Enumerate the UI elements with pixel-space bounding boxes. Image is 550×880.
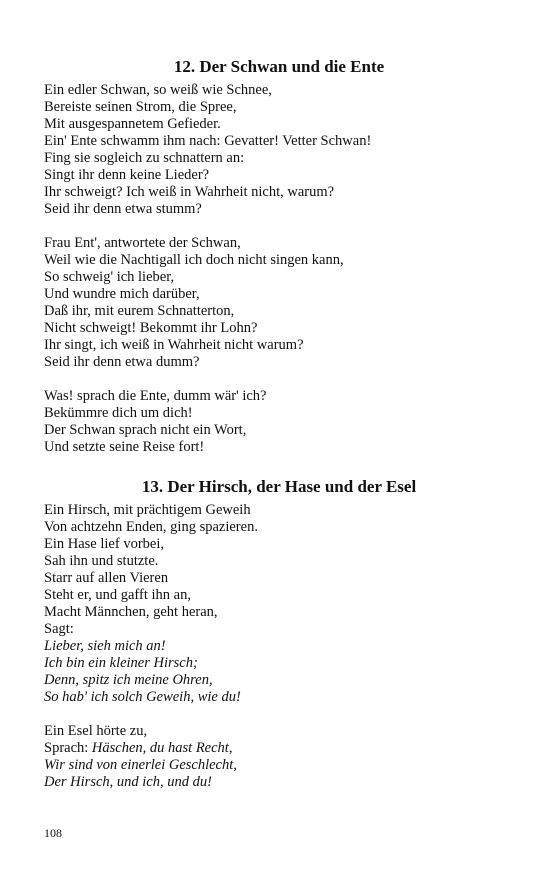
poem-line: Ein Hirsch, mit prächtigem Geweih bbox=[44, 502, 251, 518]
poem-line: Fing sie sogleich zu schnattern an: bbox=[44, 150, 245, 166]
poem-line: Starr auf allen Vieren bbox=[44, 570, 169, 586]
fable-13-stanza-2 bbox=[44, 723, 514, 791]
fable-13-stanza-1 bbox=[44, 502, 514, 706]
poem-line: Frau Ent', antwortete der Schwan, bbox=[44, 235, 241, 251]
poem-line-italic: Der Hirsch, und ich, und du! bbox=[44, 774, 212, 790]
page-number: 108 bbox=[44, 826, 62, 840]
poem-line: Nicht schweigt! Bekommt ihr Lohn? bbox=[44, 320, 258, 336]
poem-line: Bereiste seinen Strom, die Spree, bbox=[44, 99, 237, 115]
poem-line: Singt ihr denn keine Lieder? bbox=[44, 167, 210, 183]
poem-line: Sagt: bbox=[44, 621, 74, 637]
fable-12-stanza-2 bbox=[44, 235, 514, 371]
fable-12-title: 12. Der Schwan und die Ente bbox=[173, 57, 385, 76]
poem-line: Ihr schweigt? Ich weiß in Wahrheit nicht, warum? bbox=[44, 184, 335, 200]
poem-line: So schweig' ich lieber, bbox=[44, 269, 175, 285]
poem-line-italic: Denn, spitz ich meine Ohren, bbox=[44, 672, 213, 688]
fable-12-poem bbox=[44, 82, 514, 456]
poem-line: Der Schwan sprach nicht ein Wort, bbox=[44, 422, 247, 438]
page-content bbox=[44, 56, 514, 791]
poem-line: Und setzte seine Reise fort! bbox=[44, 439, 205, 455]
fable-12-stanza-1 bbox=[44, 82, 514, 218]
poem-line: Von achtzehn Enden, ging spazieren. bbox=[44, 519, 258, 535]
poem-line: Weil wie die Nachtigall ich doch nicht singen kann, bbox=[44, 252, 344, 268]
poem-line: Was! sprach die Ente, dumm wär' ich? bbox=[44, 388, 267, 404]
poem-line: Ihr singt, ich weiß in Wahrheit nicht warum? bbox=[44, 337, 304, 353]
poem-line-italic: Wir sind von einerlei Geschlecht, bbox=[44, 757, 237, 773]
poem-line: Seid ihr denn etwa stumm? bbox=[44, 201, 202, 217]
poem-line: Mit ausgespannetem Gefieder. bbox=[44, 116, 221, 132]
poem-line: Ein' Ente schwamm ihm nach: Gevatter! Vetter Schwan! bbox=[44, 133, 372, 149]
fable-12-stanza-3 bbox=[44, 388, 514, 456]
fable-13-title: 13. Der Hirsch, der Hase und der Esel bbox=[141, 477, 417, 496]
poem-line: Sah ihn und stutzte. bbox=[44, 553, 159, 569]
poem-line: Und wundre mich darüber, bbox=[44, 286, 200, 302]
poem-line: Bekümmre dich um dich! bbox=[44, 405, 193, 421]
poem-line-italic: So hab' ich solch Geweih, wie du! bbox=[44, 689, 241, 705]
poem-line: Seid ihr denn etwa dumm? bbox=[44, 354, 200, 370]
poem-line: Steht er, und gafft ihn an, bbox=[44, 587, 191, 603]
poem-line-italic: Lieber, sieh mich an! bbox=[44, 638, 166, 654]
poem-line: Macht Männchen, geht heran, bbox=[44, 604, 218, 620]
poem-line: Ein edler Schwan, so weiß wie Schnee, bbox=[44, 82, 272, 98]
fable-13-poem bbox=[44, 502, 514, 791]
poem-line-roman-part: Sprach: bbox=[44, 740, 92, 756]
poem-line-italic: Ich bin ein kleiner Hirsch; bbox=[44, 655, 198, 671]
poem-line: Daß ihr, mit eurem Schnatterton, bbox=[44, 303, 235, 319]
poem-line-italic-part: Häschen, du hast Recht, bbox=[91, 740, 233, 756]
poem-line: Ein Esel hörte zu, bbox=[44, 723, 148, 739]
poem-line: Ein Hase lief vorbei, bbox=[44, 536, 164, 552]
poem-line-mixed bbox=[44, 740, 514, 757]
